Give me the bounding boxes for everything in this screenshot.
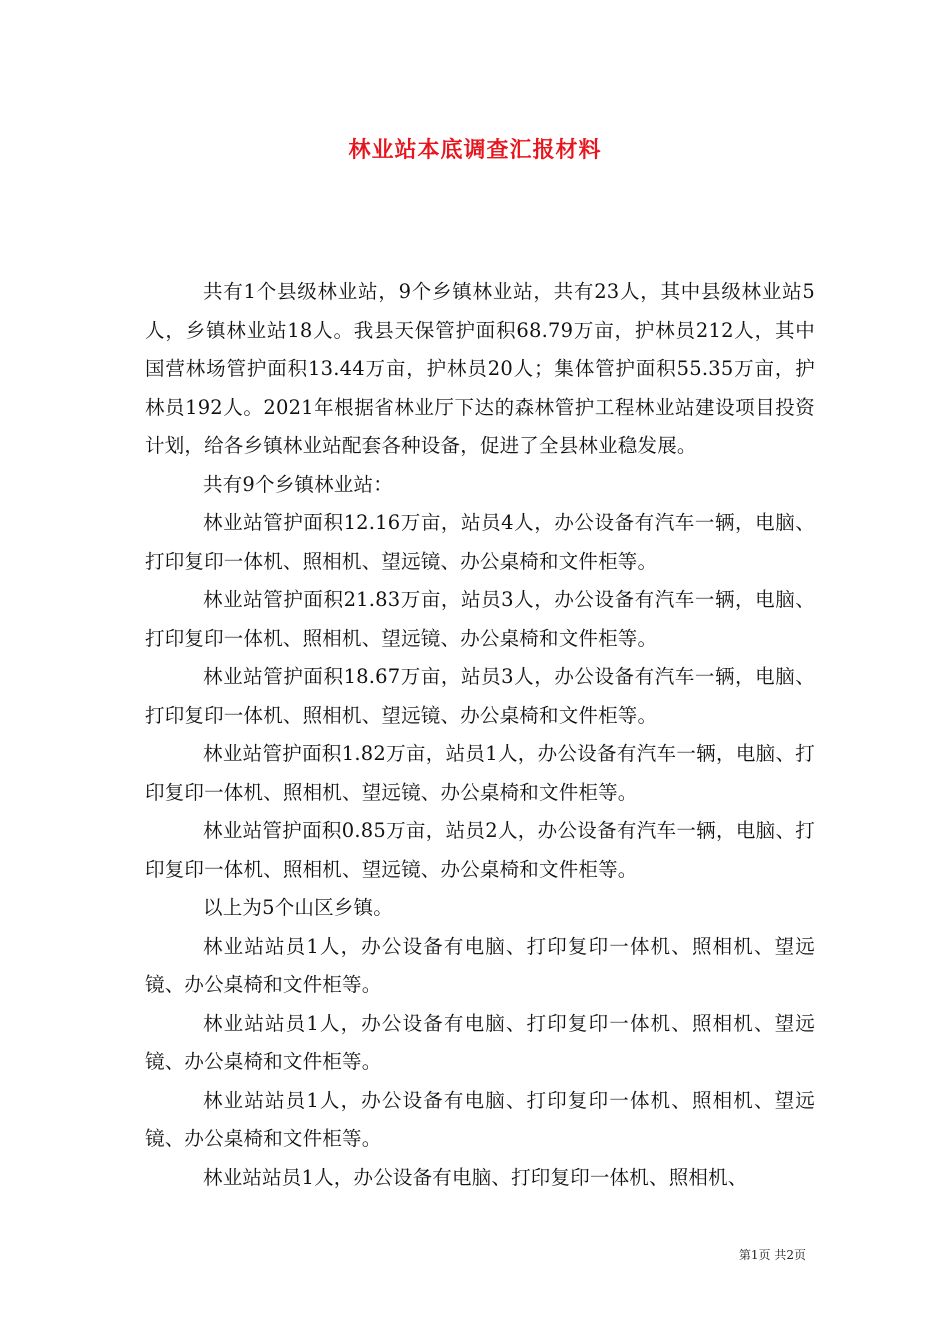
paragraph-station: 林业站管护面积18.67万亩，站员3人，办公设备有汽车一辆，电脑、打印复印一体机、照相机、望远镜、办公桌椅和文件柜等。 — [145, 665, 815, 727]
paragraph-station: 林业站管护面积1.82万亩，站员1人，办公设备有汽车一辆，电脑、打印复印一体机、照相机、望远镜、办公桌椅和文件柜等。 — [145, 742, 815, 804]
paragraph-station: 林业站站员1人，办公设备有电脑、打印复印一体机、照相机、 — [203, 1165, 748, 1189]
paragraph-station: 林业站管护面积0.85万亩，站员2人，办公设备有汽车一辆，电脑、打印复印一体机、照相机、望远镜、办公桌椅和文件柜等。 — [145, 819, 815, 881]
paragraph-station: 林业站站员1人，办公设备有电脑、打印复印一体机、照相机、望远镜、办公桌椅和文件柜等。 — [145, 1011, 815, 1073]
paragraph-overview: 共有1个县级林业站，9个乡镇林业站，共有23人，其中县级林业站5人，乡镇林业站18人。我县天保管护面积68.79万亩，护林员212人，其中国营林场管护面积13.44万亩，护林员20人；集体管护面积55.35万亩，护林员192人。2021年根据省林业厅下达的森林管护工程林业站建设项目投资计划，给各乡镇林业站配套各种设备，促进了全县林业稳发展。 — [145, 280, 815, 457]
page-number: 第1页 共2页 — [738, 1248, 806, 1262]
paragraph-station: 林业站站员1人，办公设备有电脑、打印复印一体机、照相机、望远镜、办公桌椅和文件柜等。 — [145, 1088, 815, 1150]
page-title: 林业站本底调查汇报材料 — [348, 137, 602, 163]
paragraph-station: 林业站管护面积12.16万亩，站员4人，办公设备有汽车一辆，电脑、打印复印一体机、照相机、望远镜、办公桌椅和文件柜等。 — [145, 511, 815, 573]
paragraph-station: 林业站站员1人，办公设备有电脑、打印复印一体机、照相机、望远镜、办公桌椅和文件柜等。 — [145, 934, 815, 996]
paragraph-mountain-note: 以上为5个山区乡镇。 — [203, 896, 393, 919]
paragraph-station-count: 共有9个乡镇林业站： — [203, 472, 393, 496]
document-body — [145, 273, 815, 1197]
paragraph-station: 林业站管护面积21.83万亩，站员3人，办公设备有汽车一辆，电脑、打印复印一体机、照相机、望远镜、办公桌椅和文件柜等。 — [145, 588, 815, 650]
